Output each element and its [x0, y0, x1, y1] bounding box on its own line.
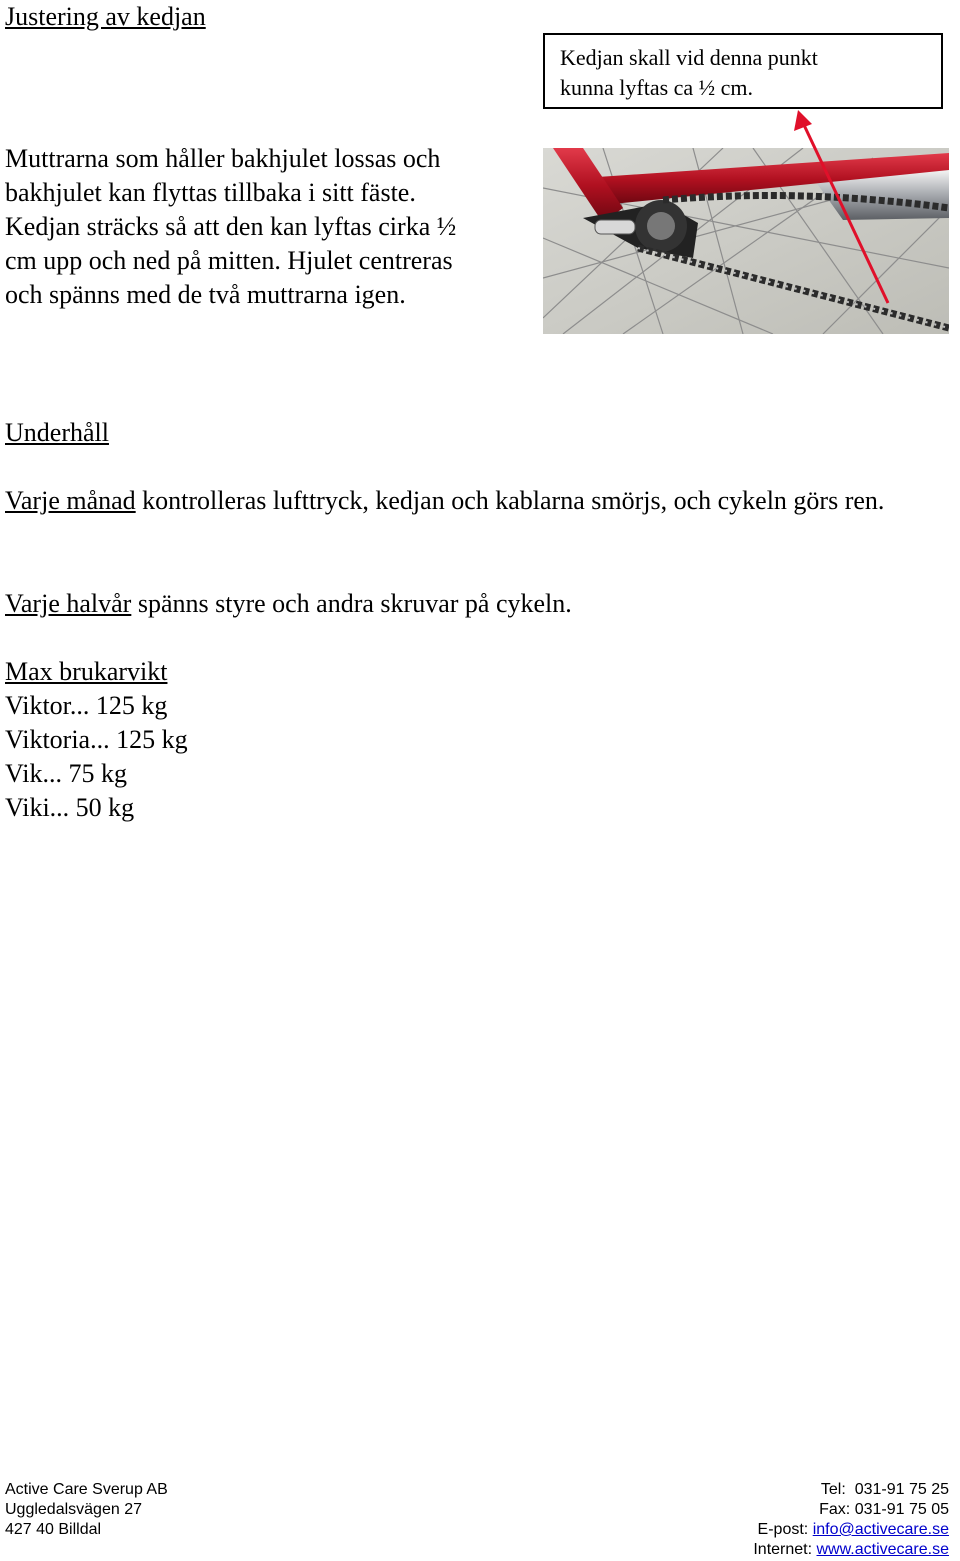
- weight-row: Vik... 75 kg: [5, 759, 127, 788]
- fax-value: 031-91 75 05: [854, 1501, 949, 1518]
- weight-model: Vik: [5, 759, 43, 788]
- footer-fax: [753, 1500, 949, 1520]
- weight-value: 125 kg: [95, 691, 168, 720]
- paragraph-line: och spänns med de två muttrarna igen.: [5, 280, 406, 309]
- monthly-label: Varje månad: [5, 486, 136, 515]
- halfyear-label: Varje halvår: [5, 589, 132, 618]
- weight-row: Viktor... 125 kg: [5, 691, 168, 720]
- paragraph-line: cm upp och ned på mitten. Hjulet centreras: [5, 246, 453, 275]
- maintenance-monthly: [5, 484, 960, 518]
- footer-city: 427 40 Billdal: [5, 1521, 102, 1538]
- fax-label: Fax:: [819, 1501, 851, 1518]
- paragraph-line: Muttrarna som håller bakhjulet lossas och: [5, 144, 441, 173]
- footer-street: Uggledalsvägen 27: [5, 1501, 142, 1518]
- weight-model: Viktoria: [5, 725, 91, 754]
- chain-adjustment-paragraph: [5, 142, 530, 312]
- paragraph-line: bakhjulet kan flyttas tillbaka i sitt fäste.: [5, 178, 416, 207]
- footer-company: Active Care Sverup AB: [5, 1481, 168, 1498]
- halfyear-text: spänns styre och andra skruvar på cykeln.: [131, 589, 572, 618]
- max-weight-title: Max brukarvikt: [5, 657, 168, 686]
- maintenance-halfyear: [5, 587, 960, 621]
- callout-box: [543, 33, 943, 109]
- weight-value: 50 kg: [75, 793, 135, 822]
- footer-email: [753, 1520, 949, 1540]
- callout-line: kunna lyftas ca ½ cm.: [560, 75, 754, 100]
- callout-line: Kedjan skall vid denna punkt: [560, 45, 818, 70]
- email-link[interactable]: info@activecare.se: [812, 1521, 949, 1538]
- weight-value: 75 kg: [68, 759, 127, 788]
- web-label: Internet:: [753, 1541, 813, 1558]
- weight-model: Viki: [5, 793, 50, 822]
- weight-row: Viktoria... 125 kg: [5, 725, 188, 754]
- email-label: E-post:: [757, 1521, 809, 1538]
- weight-value: 125 kg: [116, 725, 188, 754]
- footer-web: [753, 1540, 949, 1560]
- website-link[interactable]: www.activecare.se: [816, 1541, 949, 1558]
- max-weight-list: [5, 655, 188, 825]
- monthly-text: kontrolleras lufttryck, kedjan och kablarna smörjs, och cykeln görs ren.: [135, 486, 885, 515]
- section-title-chain-adjustment: Justering av kedjan: [5, 2, 206, 31]
- arrow-icon: [780, 105, 900, 315]
- footer-contact: [753, 1480, 949, 1560]
- section-title-maintenance: Underhåll: [5, 418, 109, 447]
- tel-label: Tel:: [820, 1481, 846, 1498]
- footer-tel: [753, 1480, 949, 1500]
- weight-model: Viktor: [5, 691, 70, 720]
- footer-address: [5, 1480, 168, 1540]
- weight-row: Viki... 50 kg: [5, 793, 135, 822]
- tel-value: 031-91 75 25: [854, 1481, 949, 1498]
- paragraph-line: Kedjan sträcks så att den kan lyftas cirka ½: [5, 212, 457, 241]
